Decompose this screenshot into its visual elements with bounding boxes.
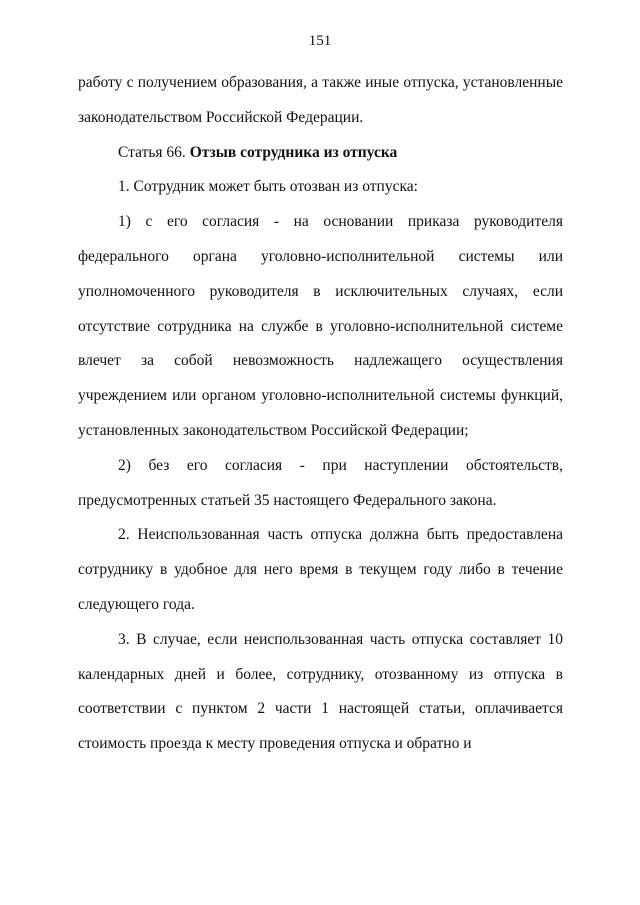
- article-label: Статья 66.: [118, 143, 190, 161]
- document-body: [78, 66, 563, 762]
- paragraph-1-1: 1) с его согласия - на основании приказа руководителя федерального органа уголовно-исполнительной системы или уполномоченного руководителя в исключительных случаях, если отсутствие сотрудника на службе в уголовно-исполнительной системе влечет за собой невозможность надлежащего осуществления учреждением или органом уголовно-исполнительной системы функций, установленных законодательством Российской Федерации;: [78, 213, 563, 439]
- paragraph-2: 2. Неиспользованная часть отпуска должна быть предоставлена сотруднику в удобное для него время в текущем году либо в течение следующего года.: [78, 526, 563, 613]
- article-heading: [78, 136, 563, 171]
- paragraph-1-2: 2) без его согласия - при наступлении обстоятельств, предусмотренных статьей 35 настоящего Федерального закона.: [78, 456, 563, 509]
- paragraph-1: 1. Сотрудник может быть отозван из отпуска:: [118, 178, 418, 196]
- paragraph-3: 3. В случае, если неиспользованная часть отпуска составляет 10 календарных дней и более, сотруднику, отозванному из отпуска в соответствии с пунктом 2 части 1 настоящей статьи, оплачивается стоимость проезда к месту проведения отпуска и обратно и: [78, 630, 563, 753]
- paragraph-continuation: работу с получением образования, а также иные отпуска, установленные законодательством Российской Федерации.: [78, 74, 563, 126]
- page-number: 151: [308, 33, 332, 49]
- article-title: Отзыв сотрудника из отпуска: [189, 143, 398, 161]
